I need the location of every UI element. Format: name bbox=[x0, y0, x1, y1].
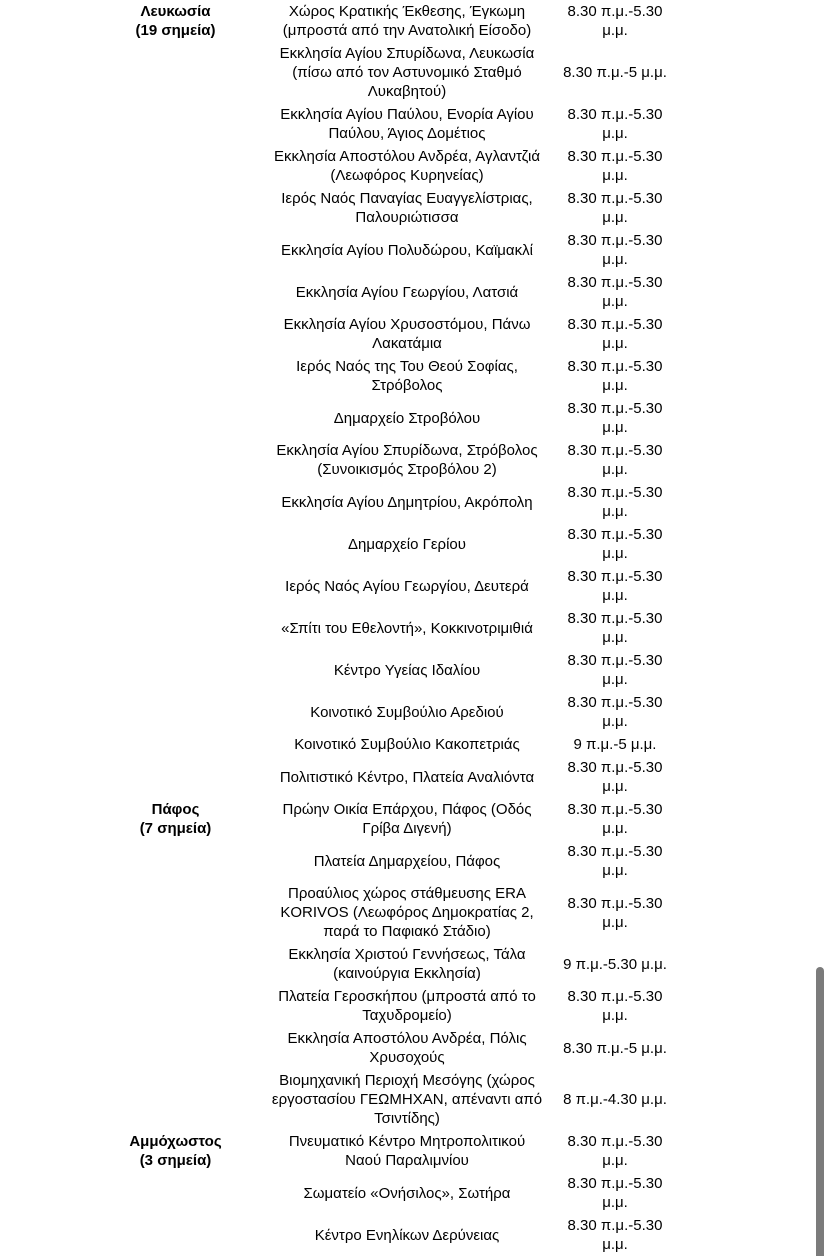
table-row bbox=[88, 0, 679, 42]
hours-cell: 8.30 π.μ.-5.30 μ.μ. bbox=[567, 484, 663, 520]
hours-cell: 8 π.μ.-4.30 μ.μ. bbox=[563, 1091, 667, 1108]
location-cell: Εκκλησία Χριστού Γεννήσεως, Τάλα (καινούργια Εκκλησία) bbox=[288, 946, 526, 982]
location-cell: Σωματείο «Ονήσιλος», Σωτήρα bbox=[303, 1184, 511, 1202]
region-label: Πάφος bbox=[151, 801, 200, 818]
location-cell: Εκκλησία Αγίου Δημητρίου, Ακρόπολη bbox=[281, 493, 533, 511]
hours-cell: 8.30 π.μ.-5.30 μ.μ. bbox=[567, 568, 663, 604]
region-cell bbox=[88, 798, 263, 1130]
location-cell: Δημαρχείο Γερίου bbox=[348, 535, 466, 553]
location-cell: Πλατεία Γεροσκήπου (μπροστά από το Ταχυδρομείο) bbox=[278, 988, 536, 1024]
hours-cell: 8.30 π.μ.-5.30 μ.μ. bbox=[567, 106, 663, 142]
scrollbar[interactable] bbox=[812, 0, 828, 1256]
location-cell: Εκκλησία Αγίου Χρυσοστόμου, Πάνω Λακατάμια bbox=[283, 316, 531, 352]
table-row bbox=[88, 798, 679, 840]
hours-cell: 8.30 π.μ.-5.30 μ.μ. bbox=[567, 190, 663, 226]
location-cell: Κοινοτικό Συμβούλιο Αρεδιού bbox=[310, 703, 504, 721]
hours-cell: 8.30 π.μ.-5.30 μ.μ. bbox=[567, 1217, 663, 1253]
location-cell: Εκκλησία Αποστόλου Ανδρέα, Πόλις Χρυσοχούς bbox=[287, 1030, 527, 1066]
location-cell: Εκκλησία Αγίου Σπυρίδωνα, Λευκωσία (πίσω από τον Αστυνομικό Σταθμό Λυκαβητού) bbox=[279, 45, 535, 100]
location-cell: Χώρος Κρατικής Έκθεσης, Έγκωμη (μπροστά από την Ανατολική Είσοδο) bbox=[282, 3, 532, 39]
location-cell: Κέντρο Υγείας Ιδαλίου bbox=[333, 661, 481, 679]
region-count: (3 σημεία) bbox=[139, 1152, 212, 1169]
hours-cell: 8.30 π.μ.-5.30 μ.μ. bbox=[567, 894, 663, 931]
location-cell: Εκκλησία Αγίου Πολυδώρου, Καϊμακλί bbox=[281, 241, 533, 259]
hours-cell: 8.30 π.μ.-5.30 μ.μ. bbox=[567, 759, 663, 795]
region-label: Λευκωσία bbox=[140, 3, 211, 20]
hours-cell: 8.30 π.μ.-5.30 μ.μ. bbox=[567, 232, 663, 268]
hours-cell: 8.30 π.μ.-5.30 μ.μ. bbox=[567, 316, 663, 352]
hours-cell: 8.30 π.μ.-5.30 μ.μ. bbox=[567, 400, 663, 436]
hours-cell: 8.30 π.μ.-5.30 μ.μ. bbox=[567, 843, 663, 879]
hours-cell: 8.30 π.μ.-5.30 μ.μ. bbox=[567, 610, 663, 646]
hours-cell: 8.30 π.μ.-5.30 μ.μ. bbox=[567, 652, 663, 688]
hours-cell: 8.30 π.μ.-5.30 μ.μ. bbox=[567, 988, 663, 1024]
scrollbar-thumb[interactable] bbox=[816, 967, 824, 1256]
location-cell: Εκκλησία Αγίου Παύλου, Ενορία Αγίου Παύλου, Άγιος Δομέτιος bbox=[280, 106, 534, 142]
hours-cell: 8.30 π.μ.-5 μ.μ. bbox=[563, 1039, 667, 1057]
region-cell bbox=[88, 1130, 263, 1256]
hours-cell: 8.30 π.μ.-5.30 μ.μ. bbox=[567, 442, 663, 478]
location-cell: Κέντρο Ενηλίκων Δερύνειας bbox=[314, 1226, 500, 1244]
hours-cell: 8.30 π.μ.-5 μ.μ. bbox=[563, 64, 667, 81]
location-cell: Προαύλιος χώρος στάθμευσης ERA KORIVOS (Λεωφόρος Δημοκρατίας 2, παρά το Παφιακό Στάδιο) bbox=[280, 885, 534, 940]
location-cell: Εκκλησία Αγίου Σπυρίδωνα, Στρόβολος (Συνοικισμός Στροβόλου 2) bbox=[276, 442, 538, 478]
location-cell: Εκκλησία Αποστόλου Ανδρέα, Αγλαντζιά (Λεωφόρος Κυρηνείας) bbox=[273, 148, 541, 184]
hours-cell: 8.30 π.μ.-5.30 μ.μ. bbox=[567, 801, 663, 837]
table-row bbox=[88, 1130, 679, 1172]
hours-cell: 8.30 π.μ.-5.30 μ.μ. bbox=[567, 1133, 663, 1169]
region-count: (19 σημεία) bbox=[135, 22, 216, 39]
location-cell: Ιερός Ναός Αγίου Γεωργίου, Δευτερά bbox=[285, 577, 529, 595]
region-cell bbox=[88, 0, 263, 798]
hours-cell: 8.30 π.μ.-5.30 μ.μ. bbox=[567, 148, 663, 184]
location-cell: Ιερός Ναός της Του Θεού Σοφίας, Στρόβολος bbox=[296, 358, 518, 394]
location-cell: Πλατεία Δημαρχείου, Πάφος bbox=[313, 852, 501, 870]
location-cell: Εκκλησία Αγίου Γεωργίου, Λατσιά bbox=[295, 283, 519, 301]
hours-cell: 8.30 π.μ.-5.30 μ.μ. bbox=[567, 526, 663, 562]
hours-cell: 8.30 π.μ.-5.30 μ.μ. bbox=[567, 358, 663, 394]
location-cell: Ιερός Ναός Παναγίας Ευαγγελίστριας, Παλουριώτισσα bbox=[281, 190, 533, 226]
location-cell: Κοινοτικό Συμβούλιο Κακοπετριάς bbox=[294, 736, 520, 753]
location-cell: Πνευματικό Κέντρο Μητροπολιτικού Ναού Παραλιμνίου bbox=[288, 1133, 526, 1169]
collection-points-table bbox=[88, 0, 679, 1256]
location-cell: Πρώην Οικία Επάρχου, Πάφος (Οδός Γρίβα Διγενή) bbox=[282, 801, 532, 837]
location-cell: Δημαρχείο Στροβόλου bbox=[333, 409, 481, 427]
hours-cell: 9 π.μ.-5.30 μ.μ. bbox=[563, 955, 667, 973]
location-cell: Βιομηχανική Περιοχή Μεσόγης (χώρος εργοστασίου ΓΕΩΜΗΧΑΝ, απέναντι από Τσιντίδης) bbox=[271, 1072, 543, 1127]
hours-cell: 8.30 π.μ.-5.30 μ.μ. bbox=[567, 694, 663, 730]
hours-cell: 8.30 π.μ.-5.30 μ.μ. bbox=[567, 3, 663, 39]
hours-cell: 8.30 π.μ.-5.30 μ.μ. bbox=[567, 1175, 663, 1211]
hours-cell: 8.30 π.μ.-5.30 μ.μ. bbox=[567, 274, 663, 310]
location-cell: Πολιτιστικό Κέντρο, Πλατεία Αναλιόντα bbox=[279, 768, 535, 786]
location-cell: «Σπίτι του Εθελοντή», Κοκκινοτριμιθιά bbox=[281, 619, 533, 637]
hours-cell: 9 π.μ.-5 μ.μ. bbox=[573, 736, 657, 753]
region-label: Αμμόχωστος bbox=[129, 1133, 222, 1150]
region-count: (7 σημεία) bbox=[139, 820, 212, 837]
